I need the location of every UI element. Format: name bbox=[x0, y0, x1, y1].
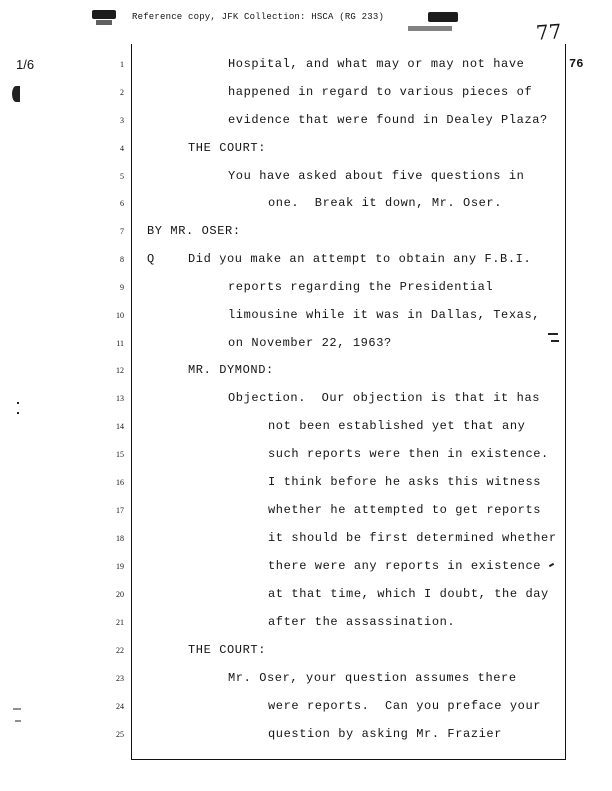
line-number: 25 bbox=[116, 730, 124, 739]
margin-dot bbox=[17, 412, 19, 414]
transcript-line: it should be first determined whether bbox=[268, 531, 557, 545]
transcript-line: on November 22, 1963? bbox=[228, 336, 392, 350]
transcript-line: Objection. Our objection is that it has bbox=[228, 391, 541, 405]
stray-mark bbox=[551, 340, 559, 342]
line-number: 14 bbox=[116, 422, 124, 431]
speaker-label: THE COURT: bbox=[188, 643, 267, 657]
question-marker: Q bbox=[147, 252, 155, 266]
line-number: 11 bbox=[116, 339, 124, 348]
transcript-line: Did you make an attempt to obtain any F.B.I. bbox=[188, 252, 532, 266]
transcript-line: You have asked about five questions in bbox=[228, 169, 525, 183]
transcript-line: evidence that were found in Dealey Plaza? bbox=[228, 113, 548, 127]
line-number: 22 bbox=[116, 646, 124, 655]
line-number: 17 bbox=[116, 506, 124, 515]
right-margin-rule bbox=[565, 44, 566, 760]
margin-mark bbox=[12, 86, 20, 102]
line-number: 7 bbox=[120, 227, 124, 236]
transcript-line: Hospital, and what may or may not have bbox=[228, 57, 525, 71]
transcript-line: there were any reports in existence bbox=[268, 559, 542, 573]
stray-mark bbox=[548, 333, 558, 335]
line-number: 21 bbox=[116, 618, 124, 627]
transcript-line: reports regarding the Presidential bbox=[228, 280, 494, 294]
bottom-rule bbox=[131, 759, 566, 760]
handwritten-page-number: 77 bbox=[535, 19, 563, 45]
line-number: 2 bbox=[120, 88, 124, 97]
line-number: 9 bbox=[120, 283, 124, 292]
speaker-label: BY MR. OSER: bbox=[147, 224, 241, 238]
transcript-line: whether he attempted to get reports bbox=[268, 503, 542, 517]
line-number: 15 bbox=[116, 450, 124, 459]
line-number: 4 bbox=[120, 144, 124, 153]
speaker-label: THE COURT: bbox=[188, 141, 267, 155]
transcript-line: not been established yet that any bbox=[268, 419, 526, 433]
speaker-label: MR. DYMOND: bbox=[188, 363, 274, 377]
transcript-line: at that time, which I doubt, the day bbox=[268, 587, 549, 601]
line-number: 20 bbox=[116, 590, 124, 599]
right-page-number: 76 bbox=[569, 57, 584, 71]
page-label: 1/6 bbox=[16, 57, 35, 72]
line-number: 16 bbox=[116, 478, 124, 487]
stray-mark bbox=[549, 563, 554, 567]
margin-dot bbox=[17, 402, 19, 404]
transcript-line: one. Break it down, Mr. Oser. bbox=[268, 196, 503, 210]
scan-smudge-left bbox=[92, 10, 116, 19]
transcript-line: limousine while it was in Dallas, Texas, bbox=[228, 308, 541, 322]
transcript-line: I think before he asks this witness bbox=[268, 475, 542, 489]
line-number: 12 bbox=[116, 366, 124, 375]
line-number: 8 bbox=[120, 255, 124, 264]
line-number: 6 bbox=[120, 199, 124, 208]
transcript-line: were reports. Can you preface your bbox=[268, 699, 542, 713]
transcript-line: such reports were then in existence. bbox=[268, 447, 549, 461]
line-number: 3 bbox=[120, 116, 124, 125]
line-number: 18 bbox=[116, 534, 124, 543]
left-margin-rule bbox=[131, 44, 132, 760]
scan-smudge-right bbox=[428, 12, 458, 22]
line-number: 23 bbox=[116, 674, 124, 683]
line-number: 13 bbox=[116, 394, 124, 403]
line-number: 10 bbox=[116, 311, 124, 320]
scan-smudge-left-2 bbox=[96, 20, 112, 25]
transcript-line: Mr. Oser, your question assumes there bbox=[228, 671, 517, 685]
transcript-line: question by asking Mr. Frazier bbox=[268, 727, 503, 741]
transcript-line: happened in regard to various pieces of bbox=[228, 85, 533, 99]
margin-dot bbox=[13, 708, 21, 710]
line-number: 1 bbox=[120, 60, 124, 69]
scan-smudge-right-2 bbox=[408, 26, 452, 31]
line-number: 5 bbox=[120, 172, 124, 181]
margin-dot bbox=[15, 720, 21, 722]
reference-header: Reference copy, JFK Collection: HSCA (RG 233) bbox=[132, 12, 385, 22]
line-number: 19 bbox=[116, 562, 124, 571]
transcript-line: after the assassination. bbox=[268, 615, 456, 629]
line-number: 24 bbox=[116, 702, 124, 711]
